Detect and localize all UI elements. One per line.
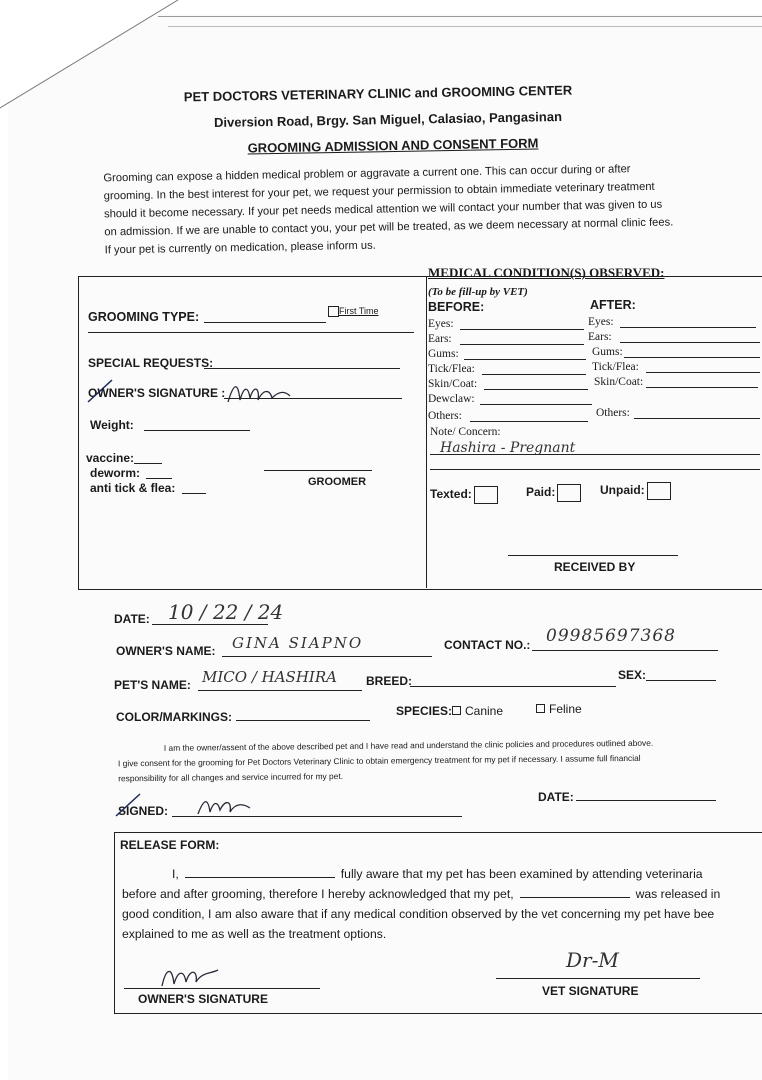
vaccine-label: vaccine: — [86, 451, 135, 465]
pet-name-line[interactable] — [198, 690, 362, 691]
release-line-1 — [122, 864, 762, 884]
before-tick-line[interactable] — [482, 374, 586, 375]
intro-paragraph — [103, 159, 724, 260]
unpaid-option[interactable] — [600, 482, 671, 500]
before-skin-label: Skin/Coat: — [428, 378, 478, 390]
after-others-line[interactable] — [634, 418, 760, 419]
unpaid-checkbox[interactable] — [647, 482, 671, 500]
intro-line: on admission. If we are unable to contact you, your pet will be treated, as we deem necessary at normal clinic fees. — [104, 216, 674, 239]
before-eyes-line[interactable] — [460, 329, 584, 330]
deworm-line[interactable] — [146, 478, 172, 479]
color-markings-label: COLOR/MARKINGS: — [116, 710, 232, 724]
owner-name-line[interactable] — [222, 656, 432, 657]
owner-name-label: OWNER'S NAME: — [116, 644, 216, 658]
contact-value: 09985697368 — [546, 626, 676, 646]
species-label: SPECIES: — [396, 704, 453, 718]
form-sheet — [8, 14, 762, 1080]
first-time-label: First Time — [339, 306, 379, 316]
canine-label: Canine — [465, 704, 504, 718]
after-tick-line[interactable] — [646, 372, 760, 373]
consent-line: I am the owner/assent of the above described pet and I have read and understand the clinic policies and procedures outlined above. — [163, 737, 654, 753]
before-tick-label: Tick/Flea: — [428, 363, 475, 375]
feline-checkbox[interactable] — [536, 704, 545, 713]
after-tick-label: Tick/Flea: — [592, 361, 639, 373]
before-skin-line[interactable] — [484, 389, 588, 390]
release-owner-field[interactable] — [185, 877, 335, 878]
after-heading: AFTER: — [590, 298, 636, 312]
paid-checkbox[interactable] — [557, 484, 581, 502]
release-line-4: explained to me as well as the treatment options. — [122, 927, 387, 941]
feline-option[interactable] — [536, 702, 582, 716]
consent-date-line[interactable] — [576, 800, 716, 801]
vet-signature-line[interactable] — [496, 978, 700, 979]
first-time-checkbox[interactable] — [328, 306, 339, 317]
groomer-line[interactable] — [264, 470, 372, 471]
consent-line: responsibility for all changes and service incurred for my pet. — [118, 770, 344, 784]
medical-title: MEDICAL CONDITION(S) OBSERVED: — [428, 265, 665, 280]
intro-line: Grooming can expose a hidden medical problem or aggravate a current one. This can occur during or after — [103, 163, 631, 185]
medical-subtitle: (To be fill-up by VET) — [428, 286, 528, 298]
release-owner-signature-line[interactable] — [124, 988, 320, 989]
after-gums-label: Gums: — [592, 346, 623, 358]
before-others-label: Others: — [428, 410, 462, 422]
page-edge-line — [168, 26, 762, 27]
clinic-name: PET DOCTORS VETERINARY CLINIC and GROOMING CENTER — [183, 82, 573, 105]
received-by-line[interactable] — [508, 555, 678, 556]
date-line[interactable] — [152, 624, 268, 625]
special-requests-label: SPECIAL REQUESTS: — [88, 356, 214, 370]
sex-label: SEX: — [618, 668, 647, 682]
after-skin-label: Skin/Coat: — [594, 376, 644, 388]
release-text: before and after grooming, therefore I hereby acknowledged that my pet, — [122, 887, 514, 901]
release-pet-field[interactable] — [520, 897, 630, 898]
special-requests-line[interactable] — [204, 368, 400, 369]
after-skin-line[interactable] — [646, 387, 758, 388]
grooming-type-label: GROOMING TYPE: — [88, 310, 200, 324]
after-eyes-label: Eyes: — [588, 316, 614, 328]
anti-tick-label: anti tick & flea: — [90, 481, 176, 495]
check-mark-icon — [86, 378, 114, 404]
vet-signature-value: Dr-M — [566, 948, 619, 972]
release-text: was released in — [635, 887, 721, 901]
before-eyes-label: Eyes: — [428, 318, 454, 330]
received-by-label: RECEIVED BY — [554, 560, 636, 574]
weight-label: Weight: — [90, 418, 134, 432]
contact-line[interactable] — [532, 650, 718, 651]
before-ears-line[interactable] — [460, 344, 584, 345]
paid-option[interactable] — [526, 484, 581, 502]
color-markings-line[interactable] — [236, 720, 370, 721]
after-eyes-line[interactable] — [620, 327, 756, 328]
note-line-1[interactable] — [430, 454, 760, 455]
texted-checkbox[interactable] — [474, 486, 498, 504]
before-others-line[interactable] — [470, 421, 588, 422]
consent-date-label: DATE: — [538, 790, 574, 804]
consent-paragraph — [118, 735, 758, 787]
release-text: fully aware that my pet has been examined by attending veterinaria — [340, 867, 703, 881]
consent-line: I give consent for the grooming for Pet Doctors Veterinary Clinic to obtain emergency treatment for my pet if necessary. I assume full financial — [117, 752, 641, 769]
before-dewclaw-label: Dewclaw: — [428, 393, 475, 405]
before-gums-line[interactable] — [464, 359, 586, 360]
before-dewclaw-line[interactable] — [480, 404, 592, 405]
signed-label: SIGNED: — [118, 804, 169, 818]
release-line-2 — [122, 884, 762, 904]
breed-label: BREED: — [366, 674, 413, 688]
release-text: I, — [172, 867, 179, 881]
before-heading: BEFORE: — [428, 300, 485, 314]
intro-line: should it become necessary. If your pet needs medical attention we will contact your number that was given to us — [103, 198, 663, 221]
page-edge-line — [158, 16, 762, 17]
sex-line[interactable] — [646, 680, 716, 681]
after-ears-line[interactable] — [620, 342, 760, 343]
first-time-option[interactable] — [328, 306, 379, 317]
after-gums-line[interactable] — [624, 357, 760, 358]
deworm-label: deworm: — [90, 466, 141, 480]
clinic-address: Diversion Road, Brgy. San Miguel, Calasiao, Pangasinan — [213, 108, 563, 131]
note-value: Hashira - Pregnant — [440, 440, 576, 456]
owner-name-value: GINA SIAPNO — [232, 634, 364, 652]
folded-corner — [0, 0, 180, 110]
owner-signature-label: OWNER'S SIGNATURE : — [88, 386, 226, 400]
grooming-type-line[interactable] — [204, 322, 326, 323]
release-line-3: good condition, I am also aware that if any medical condition observed by the vet concerning my pet have bee — [122, 907, 715, 921]
texted-option[interactable] — [430, 486, 498, 504]
intro-line: grooming. In the best interest for your pet, we request your permission to obtain immediate veterinary treatment — [103, 180, 655, 203]
admission-box-divider — [426, 276, 427, 588]
intro-line: If your pet is currently on medication, please inform us. — [104, 239, 376, 257]
grooming-type-line-2 — [88, 332, 414, 333]
breed-line[interactable] — [410, 686, 616, 687]
release-owner-scribble — [158, 960, 228, 990]
weight-line[interactable] — [144, 430, 250, 431]
after-others-label: Others: — [596, 407, 630, 419]
date-value: 10 / 22 / 24 — [168, 600, 284, 624]
groomer-label: GROOMER — [308, 476, 367, 488]
note-label: Note/ Concern: — [430, 426, 501, 438]
vet-signature-label: VET SIGNATURE — [542, 984, 639, 998]
signed-scribble — [194, 792, 264, 818]
before-ears-label: Ears: — [428, 333, 452, 345]
release-owner-signature-label: OWNER'S SIGNATURE — [138, 992, 268, 1006]
form-title: GROOMING ADMISSION AND CONSENT FORM — [247, 135, 539, 156]
before-gums-label: Gums: — [428, 348, 459, 360]
feline-label: Feline — [549, 702, 582, 716]
note-line-2[interactable] — [430, 469, 760, 470]
unpaid-label: Unpaid: — [600, 483, 645, 498]
canine-checkbox[interactable] — [452, 706, 461, 715]
after-ears-label: Ears: — [588, 331, 612, 343]
paid-label: Paid: — [526, 485, 556, 500]
texted-label: Texted: — [430, 487, 472, 502]
anti-tick-line[interactable] — [182, 493, 206, 494]
vaccine-line[interactable] — [134, 463, 162, 464]
owner-signature-scribble — [224, 378, 304, 408]
date-label: DATE: — [114, 612, 150, 626]
release-paragraph — [122, 864, 762, 944]
check-mark-icon — [114, 792, 142, 818]
release-title: RELEASE FORM: — [120, 838, 220, 852]
contact-label: CONTACT NO.: — [444, 638, 531, 652]
canine-option[interactable] — [452, 704, 503, 718]
pet-name-label: PET'S NAME: — [114, 678, 191, 692]
pet-name-value: MICO / HASHIRA — [202, 668, 337, 686]
